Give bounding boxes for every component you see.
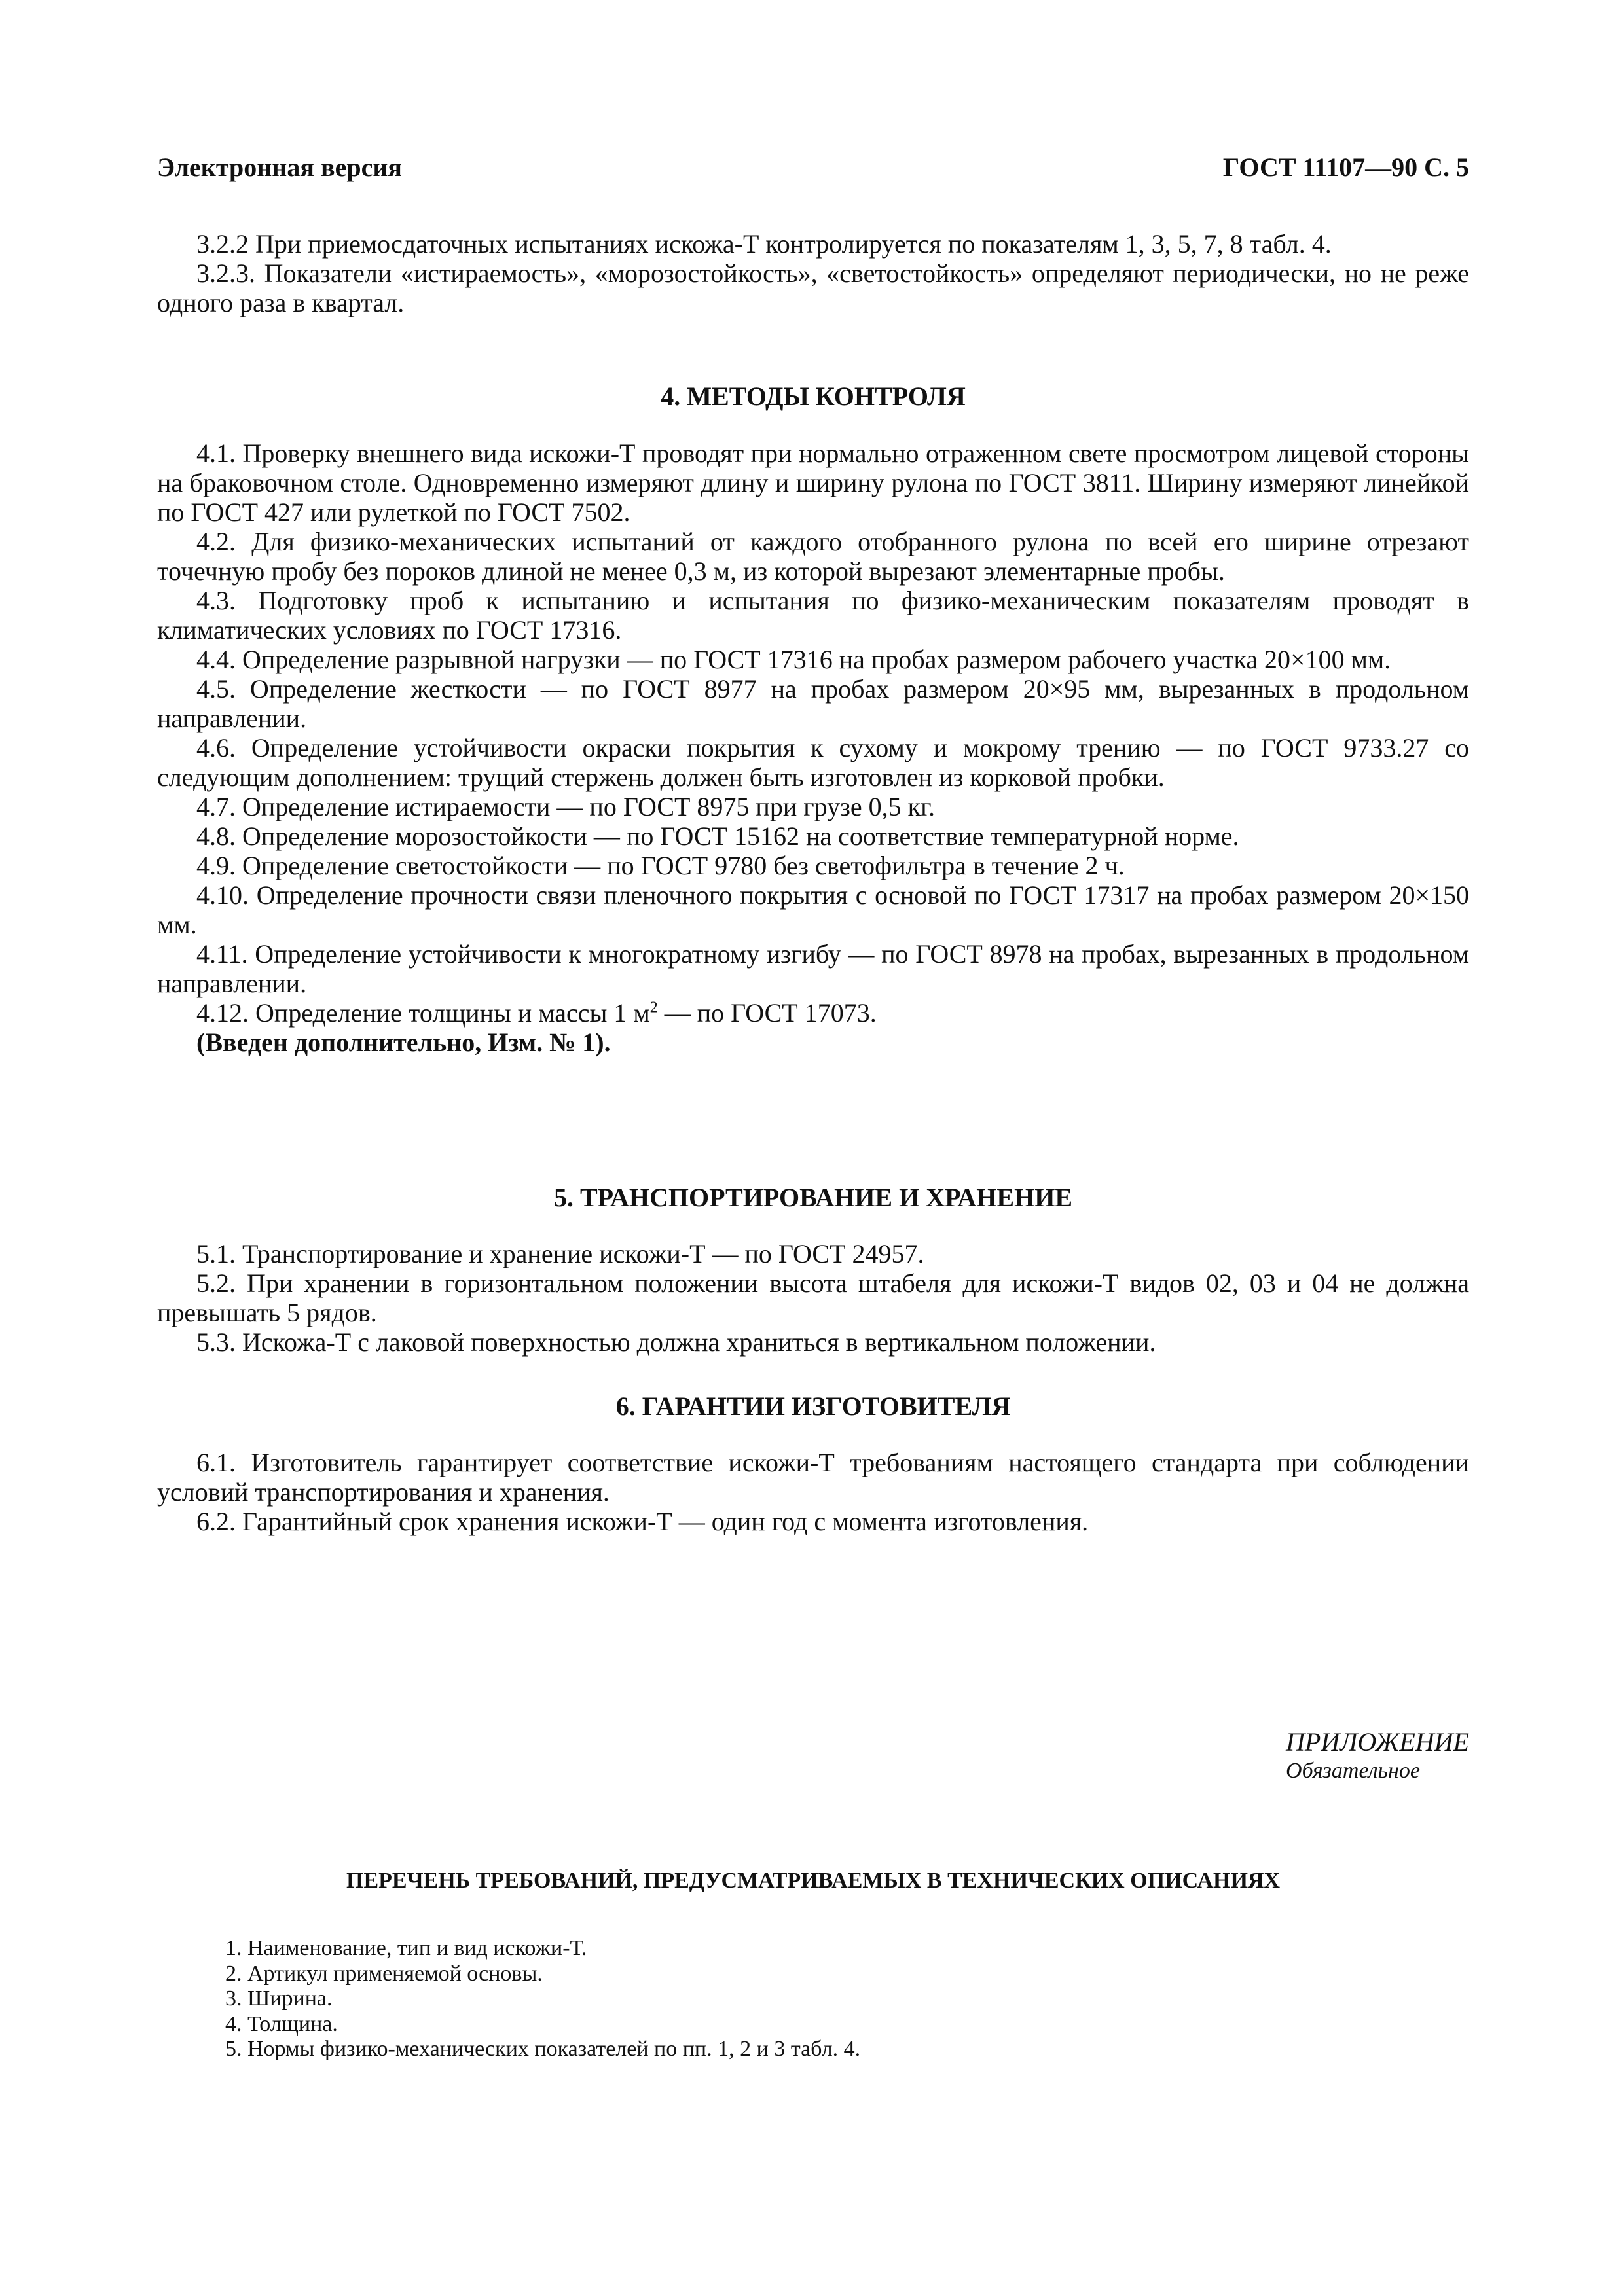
appendix-title: ПЕРЕЧЕНЬ ТРЕБОВАНИЙ, ПРЕДУСМАТРИВАЕМЫХ В ТЕХНИЧЕСКИХ ОПИСАНИЯХ: [346, 1869, 1280, 1893]
paragraph-4-4: 4.4. Определение разрывной нагрузки — по ГОСТ 17316 на пробах размером рабочего участка 20×100 мм.: [196, 645, 1391, 674]
paragraph-4-1: 4.1. Проверку внешнего вида искожи-Т проводят при нормально отраженном свете просмотром лицевой стороны на браковочном столе. Одновременно измеряют длину и ширину рулона по ГОСТ 3811. Ширину измеряют линейкой по ГОСТ 427 или рулеткой по ГОСТ 7502.: [157, 439, 1469, 527]
appendix-label-block: [1286, 1728, 1469, 1785]
paragraph-3-2-2: 3.2.2 При приемосдаточных испытаниях искожа-Т контролируется по показателям 1, 3, 5, 7, 8 табл. 4.: [196, 229, 1332, 259]
list-item: 1. Наименование, тип и вид искожи-Т.: [225, 1936, 587, 1960]
paragraph-5-2: 5.2. При хранении в горизонтальном положении высота штабеля для искожи-Т видов 02, 03 и 04 не должна превышать 5 рядов.: [157, 1268, 1469, 1327]
paragraph-4-9: 4.9. Определение светостойкости — по ГОСТ 9780 без светофильтра в течение 2 ч.: [196, 851, 1125, 880]
list-item: 4. Толщина.: [225, 2011, 338, 2036]
section-3-continuation: [157, 229, 1469, 317]
section-6-body: [157, 1448, 1469, 1536]
paragraph-4-12: [157, 998, 1469, 1028]
section-4-body: [157, 439, 1469, 1057]
paragraph-4-10: 4.10. Определение прочности связи пленочного покрытия с основой по ГОСТ 17317 на пробах размером 20×150 мм.: [157, 880, 1469, 939]
header-edition-label: Электронная версия: [157, 152, 403, 182]
paragraph-4-11: 4.11. Определение устойчивости к многократному изгибу — по ГОСТ 8978 на пробах, вырезанных в продольном направлении.: [157, 939, 1469, 998]
list-item: 3. Ширина.: [225, 1986, 333, 2011]
paragraph-3-2-3: 3.2.3. Показатели «истираемость», «морозостойкость», «светостойкость» определяют периодически, но не реже одного раза в квартал.: [157, 259, 1469, 317]
paragraph-6-1: 6.1. Изготовитель гарантирует соответствие искожи-Т требованиям настоящего стандарта при соблюдении условий транспортирования и хранения.: [157, 1448, 1469, 1507]
page-header: [157, 154, 1469, 181]
appendix-status: Обязательное: [1286, 1759, 1420, 1783]
square-superscript: 2: [649, 999, 658, 1016]
paragraph-4-5: 4.5. Определение жесткости — по ГОСТ 8977 на пробах размером 20×95 мм, вырезанных в продольном направлении.: [157, 674, 1469, 733]
paragraph-5-3: 5.3. Искожа-Т с лаковой поверхностью должна храниться в вертикальном положении.: [196, 1327, 1156, 1357]
paragraph-4-12-start: 4.12. Определение толщины и массы 1 м: [196, 998, 650, 1028]
amendment-note: (Введен дополнительно, Изм. № 1).: [196, 1028, 611, 1057]
section-6-heading: 6. ГАРАНТИИ ИЗГОТОВИТЕЛЯ: [615, 1391, 1011, 1421]
paragraph-4-6: 4.6. Определение устойчивости окраски покрытия к сухому и мокрому трению — по ГОСТ 9733.27 со следующим дополнением: трущий стержень должен быть изготовлен из корковой пробки.: [157, 733, 1469, 792]
section-4-heading: 4. МЕТОДЫ КОНТРОЛЯ: [661, 382, 966, 411]
paragraph-4-2: 4.2. Для физико-механических испытаний от каждого отобранного рулона по всей его ширине отрезают точечную пробу без пороков длиной не менее 0,3 м, из которой вырезают элементарные пробы.: [157, 527, 1469, 586]
list-item: 5. Нормы физико-механических показателей по пп. 1, 2 и 3 табл. 4.: [225, 2037, 861, 2061]
paragraph-4-12-end: — по ГОСТ 17073.: [657, 998, 877, 1028]
section-5-heading: 5. ТРАНСПОРТИРОВАНИЕ И ХРАНЕНИЕ: [554, 1183, 1072, 1212]
paragraph-4-7: 4.7. Определение истираемости — по ГОСТ 8975 при грузе 0,5 кг.: [196, 792, 936, 821]
paragraph-4-3: 4.3. Подготовку проб к испытанию и испытания по физико-механическим показателям проводят в климатических условиях по ГОСТ 17316.: [157, 586, 1469, 645]
paragraph-4-8: 4.8. Определение морозостойкости — по ГОСТ 15162 на соответствие температурной норме.: [196, 821, 1239, 851]
section-5-body: [157, 1239, 1469, 1357]
paragraph-5-1: 5.1. Транспортирование и хранение искожи-Т — по ГОСТ 24957.: [196, 1239, 924, 1268]
appendix-requirements-list: [225, 1936, 860, 2062]
paragraph-6-2: 6.2. Гарантийный срок хранения искожи-Т — один год с момента изготовления.: [196, 1507, 1089, 1536]
list-item: 2. Артикул применяемой основы.: [225, 1961, 543, 1986]
header-standard-page: ГОСТ 11107—90 С. 5: [1222, 152, 1469, 182]
appendix-label: ПРИЛОЖЕНИЕ: [1286, 1727, 1469, 1757]
